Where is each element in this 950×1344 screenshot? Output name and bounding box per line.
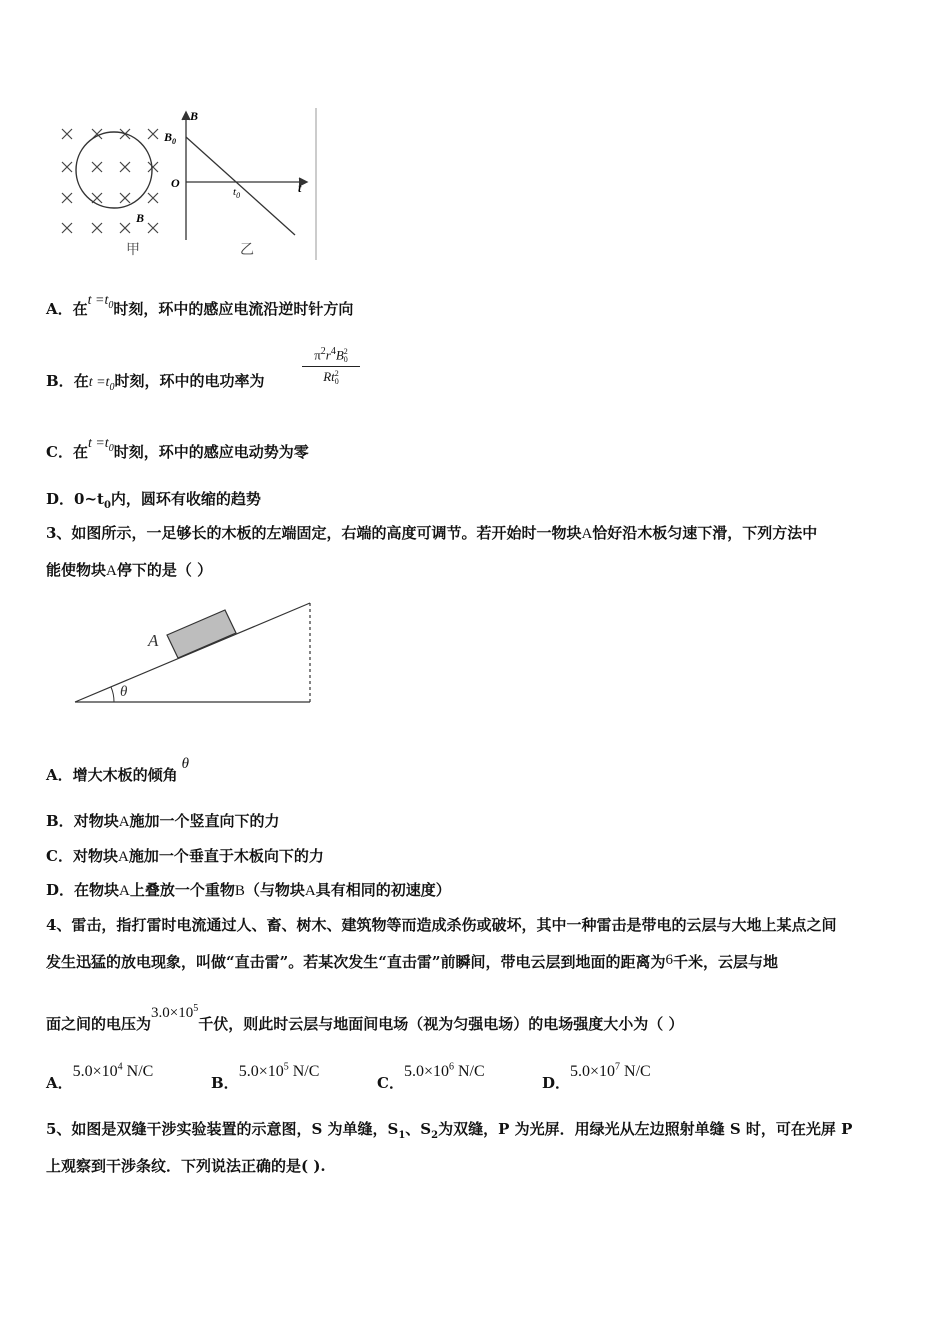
q4-stem-line-3: 面之间的电压为$3.0\times 10^5$千伏，则此时云层与地面间电场（视为匀强电场）的电场强度大小为（ ） [46,1003,684,1033]
option-label: C． [377,1074,404,1092]
q4-option-c[interactable]: C．$5.0\times 10^6$ N/C [377,1061,485,1092]
t0-label: $t_0$ [233,186,241,200]
caption-jia: 甲 [126,243,140,258]
block-a-label: A [148,631,159,650]
q5-stem-line-1: 5、如图是双缝干涉实验装置的示意图，S 为单缝，$S_1$、$S_2$为双缝，P 为光屏．用绿光从左边照射单缝 S 时，可在光屏 P [46,1120,853,1141]
option-label: C． [46,443,73,461]
figure-incline [70,598,320,708]
conducting-ring [76,132,152,208]
q3-option-d[interactable]: D．在物块A上叠放一个重物B（与物块A具有相同的初速度） [46,881,451,899]
option-label: D． [46,881,75,899]
board-incline [75,603,310,702]
option-label: A． [46,766,73,784]
q3-option-c[interactable]: C．对物块A施加一个垂直于木板向下的力 [46,847,324,865]
option-label: C． [46,847,73,865]
option-label: B． [211,1074,239,1092]
origin-label: O [171,176,180,190]
figure-ring-and-graph [50,100,330,265]
option-label: D． [46,490,75,508]
q3-stem-line-2: 能使物块A停下的是（ ） [46,561,213,579]
field-line [186,137,295,235]
q3-stem-line-1: 3、如图所示，一足够长的木板的左端固定，右端的高度可调节。若开始时一物块A恰好沿木板匀速下滑，下列方法中 [46,524,818,542]
q2-option-c[interactable]: C．在$t =t_0$时刻，环中的感应电动势为零 [46,436,309,461]
q4-stem-line-1: 4、雷击，指打雷时电流通过人、畜、树木、建筑物等而造成杀伤或破坏，其中一种雷击是带电的云层与大地上某点之间 [46,916,837,934]
q2-option-d[interactable]: D．$0\sim t_0$内，圆环有收缩的趋势 [46,490,261,511]
q2-option-b[interactable]: B．在$t =t_0$时刻，环中的电功率为 [46,372,265,393]
option-label: B． [46,812,74,830]
q4-stem-line-2: 发生迅猛的放电现象，叫做“直击雷”。若某次发生“直击雷”前瞬间，带电云层到地面的距离为6千米，云层与地 [46,952,779,971]
ring-field-label: B [136,211,145,225]
q5-stem-line-2: 上观察到干涉条纹．下列说法正确的是( ). [46,1157,326,1175]
b-t-graph [182,112,307,240]
block-a [167,610,236,658]
angle-theta-label: θ [120,684,128,700]
axis-t-label: t [298,181,302,195]
caption-yi: 乙 [240,243,254,258]
fraction-denominator: Rt 2 0 [323,369,339,387]
angle-arc [111,687,114,702]
fraction-numerator: $\pi^2r^4B$ 2 0 [302,346,360,367]
power-fraction [302,346,360,386]
option-label: D． [542,1074,571,1092]
q3-option-a[interactable]: A．增大木板的倾角θ [46,756,190,784]
q4-option-b[interactable]: B．$5.0\times 10^5$ N/C [211,1061,320,1092]
option-label: A． [46,1074,73,1092]
b0-label: $B_0$ [164,130,177,146]
option-label: B． [46,372,74,390]
option-label: A． [46,300,73,318]
q4-option-a[interactable]: A．$5.0\times 10^4$ N/C [46,1061,154,1092]
q4-option-d[interactable]: D．$5.0\times 10^7$ N/C [542,1061,651,1092]
q3-option-b[interactable]: B．对物块A施加一个竖直向下的力 [46,812,280,830]
axis-b-label: B [190,109,199,123]
q2-option-a[interactable]: A．在$t =t_0$时刻，环中的感应电流沿逆时针方向 [46,293,354,318]
